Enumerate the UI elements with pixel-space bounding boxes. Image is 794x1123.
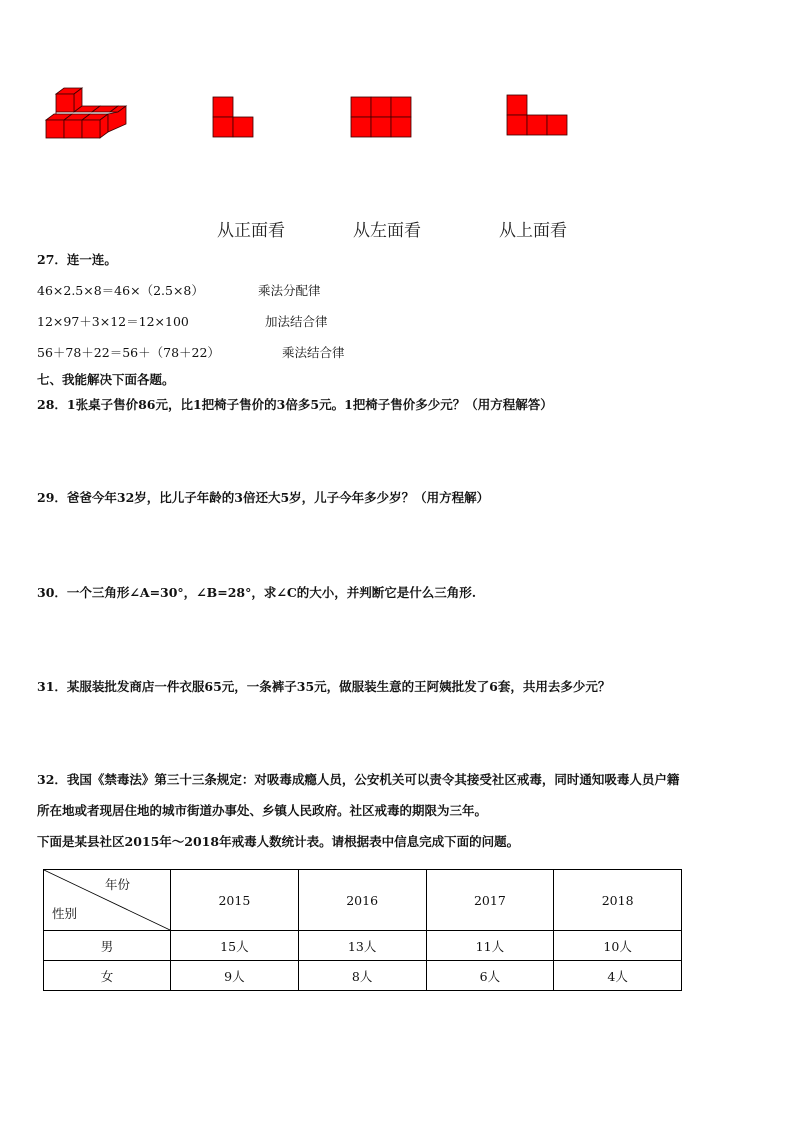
top-view-figure xyxy=(507,95,569,137)
q27-left-3: 56＋78＋22＝56＋（78＋22） xyxy=(37,345,220,360)
question-32-line-1: 32．我国《禁毒法》第三十三条规定：对吸毒成瘾人员，公安机关可以责令其接受社区戒毒，同时通知吸毒人员户籍 xyxy=(37,772,680,787)
question-29: 29．爸爸今年32岁，比儿子年龄的3倍还大5岁，儿子今年多少岁？（用方程解） xyxy=(37,490,490,505)
left-view-figure xyxy=(351,97,413,139)
row-label-male: 男 xyxy=(44,931,171,961)
question-31: 31．某服装批发商店一件衣服65元，一条裤子35元，做服装生意的王阿姨批发了6套，共用去多少元？ xyxy=(37,679,611,694)
cube-solid-figure xyxy=(46,86,126,146)
left-view-label: 从左面看 xyxy=(353,221,421,241)
section-7-heading: 七、我能解决下面各题。 xyxy=(37,372,175,387)
question-30: 30．一个三角形∠A=30°，∠B=28°，求∠C的大小，并判断它是什么三角形. xyxy=(37,585,477,600)
front-view-label: 从正面看 xyxy=(217,221,285,241)
year-header-2018: 2018 xyxy=(554,870,682,931)
table-row-female xyxy=(44,961,682,991)
q27-right-3: 乘法结合律 xyxy=(282,345,345,360)
table-cell: 4人 xyxy=(554,961,682,991)
question-28: 28．1张桌子售价86元，比1把椅子售价的3倍多5元。1把椅子售价多少元？（用方程解答） xyxy=(37,397,553,412)
q27-right-2: 加法结合律 xyxy=(265,314,328,329)
table-cell: 15人 xyxy=(171,931,299,961)
table-header-row xyxy=(44,870,682,931)
year-header-2015: 2015 xyxy=(171,870,299,931)
table-cell: 8人 xyxy=(298,961,426,991)
table-cell: 6人 xyxy=(426,961,554,991)
top-view-label: 从上面看 xyxy=(499,221,567,241)
question-32-line-2: 所在地或者现居住地的城市街道办事处、乡镇人民政府。社区戒毒的期限为三年。 xyxy=(37,803,488,818)
q27-right-1: 乘法分配律 xyxy=(258,283,321,298)
year-header-2016: 2016 xyxy=(298,870,426,931)
table-corner-cell xyxy=(44,870,171,931)
row-label-female: 女 xyxy=(44,961,171,991)
table-cell: 9人 xyxy=(171,961,299,991)
q27-left-1: 46×2.5×8＝46×（2.5×8） xyxy=(37,283,204,298)
table-cell: 10人 xyxy=(554,931,682,961)
q27-left-2: 12×97＋3×12＝12×100 xyxy=(37,314,189,329)
table-row-male xyxy=(44,931,682,961)
table-cell: 13人 xyxy=(298,931,426,961)
question-32-line-3: 下面是某县社区2015年～2018年戒毒人数统计表。请根据表中信息完成下面的问题。 xyxy=(37,834,520,849)
corner-year-label: 年份 xyxy=(104,877,130,892)
question-27-title: 27．连一连。 xyxy=(37,252,117,267)
corner-gender-label: 性别 xyxy=(52,906,78,921)
drug-rehab-statistics-table xyxy=(43,869,682,991)
year-header-2017: 2017 xyxy=(426,870,554,931)
front-view-figure xyxy=(213,97,255,139)
table-cell: 11人 xyxy=(426,931,554,961)
